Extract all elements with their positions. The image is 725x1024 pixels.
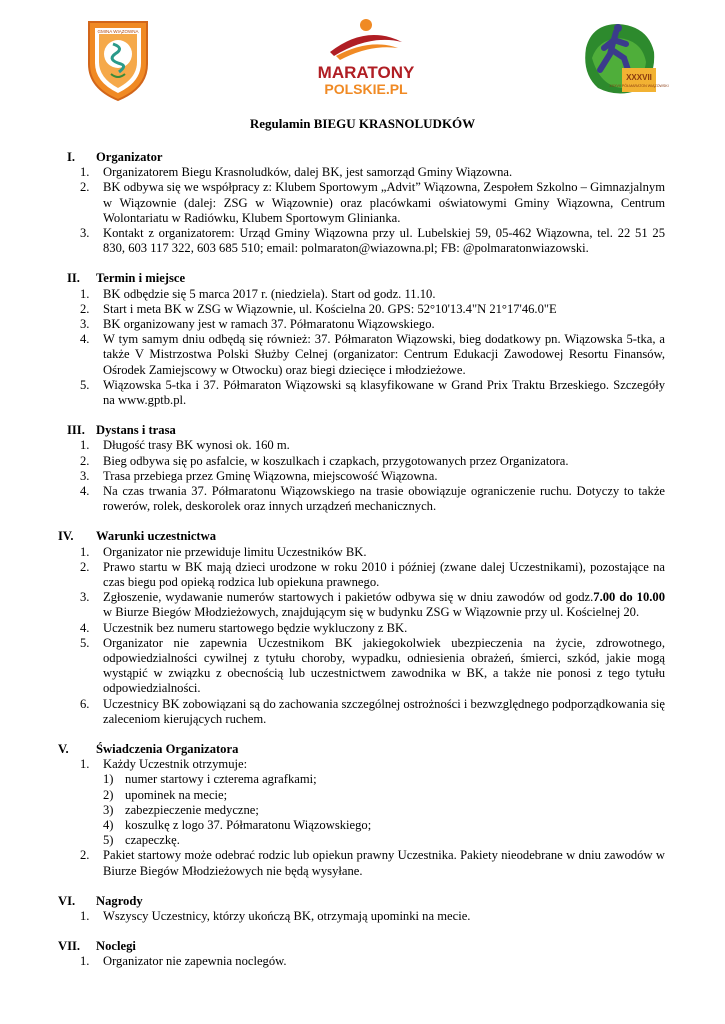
- list-item: [0, 954, 725, 969]
- list-item-number: 3.: [80, 317, 90, 331]
- list-item-number: 6.: [80, 696, 90, 711]
- section: [0, 529, 725, 727]
- section-title: Organizator: [96, 150, 163, 164]
- list-item-number: 1.: [80, 438, 90, 453]
- sub-list-item-text: koszulkę z logo 37. Półmaratonu Wiązowskiego;: [125, 818, 372, 833]
- list-item-number: 1.: [80, 954, 90, 969]
- list-item-number: 2.: [80, 180, 90, 195]
- gmina-wiazowna-crest-icon: [85, 18, 151, 102]
- section-heading: [0, 939, 725, 954]
- list-item: [0, 378, 725, 408]
- list-item: [0, 438, 725, 453]
- list-item-number: 1.: [80, 165, 90, 180]
- section: [0, 423, 725, 514]
- list-item: [0, 697, 725, 727]
- list-item: [0, 302, 725, 317]
- sub-list-item-text: zabezpieczenie medyczne;: [125, 802, 259, 817]
- sub-list-item: [0, 772, 725, 787]
- section-heading: [0, 742, 725, 757]
- section-number: VI.: [58, 893, 76, 908]
- section-title: Termin i miejsce: [96, 271, 186, 286]
- list-item: [0, 180, 725, 226]
- section-title: Dystans i trasa: [96, 423, 176, 438]
- section-title: Świadczenia Organizatora: [96, 742, 239, 757]
- list-item-number: 2.: [80, 559, 90, 574]
- section-number: III.: [67, 423, 85, 438]
- list-item-text: Każdy Uczestnik otrzymuje:: [103, 757, 248, 772]
- sub-list-item-number: 5): [103, 833, 114, 848]
- section-heading: [0, 529, 725, 544]
- section-title: Nagrody: [96, 893, 143, 908]
- sub-list-item: [0, 788, 725, 803]
- section-heading: [0, 271, 725, 286]
- section-number: IV.: [58, 529, 74, 544]
- runner-map-icon: [578, 18, 669, 100]
- center-logo-line2: POLSKIE.PL: [324, 81, 408, 97]
- list-item-text: Organizator nie zapewnia Uczestnikom BK jakiegokolwiek ubezpieczenia na życie, zdrowotnego, odpowiedzialności cywilnej z tytułu choroby, wypadku, odniesienia obrażeń, śmierci, szkód, jakie mogą wystąpić w związku z obecnością lub uczestnictwem zawodnika w BK, a także nie ponosi z tego tytułu odpowiedzialności.: [103, 635, 665, 696]
- list-item-number: 1.: [80, 544, 90, 559]
- list-item: [0, 484, 725, 514]
- list-item: [0, 165, 725, 180]
- list-item-number: 2.: [80, 848, 90, 863]
- document-title: Regulamin BIEGU KRASNOLUDKÓW: [249, 116, 476, 131]
- time-range: 7.00 do 10.00: [593, 590, 665, 605]
- list-item: [0, 621, 725, 636]
- list-item-number: 3.: [80, 468, 90, 483]
- list-item-number: 3.: [80, 590, 90, 605]
- list-item-number: 1.: [80, 286, 90, 301]
- sub-list-item: [0, 818, 725, 833]
- section: [0, 894, 725, 924]
- list-item-number: 4.: [80, 484, 90, 499]
- list-item: [0, 454, 725, 469]
- center-logo-line1: MARATONY: [317, 63, 415, 82]
- list-item-number: 4.: [80, 332, 90, 347]
- list-item: [0, 636, 725, 697]
- section-number: II.: [67, 271, 80, 286]
- right-logo-text: XXXVII PÓŁMARATON WIĄZOWSKI: [609, 84, 669, 88]
- sub-list-item-number: 3): [103, 802, 114, 817]
- list-item-text: Organizatorem Biegu Krasnoludków, dalej BK, jest samorząd Gminy Wiązowna.: [103, 165, 513, 180]
- list-item: [0, 909, 725, 924]
- section-heading: [0, 150, 725, 165]
- sub-list-item-number: 2): [103, 787, 114, 802]
- runner-swoosh-icon: [300, 16, 430, 96]
- list-item-number: 5.: [80, 377, 90, 392]
- section-number: VII.: [58, 939, 81, 954]
- list-item-text: Wiązowska 5-tka i 37. Półmaraton Wiązowski są klasyfikowane w Grand Prix Traktu Brzeskiego. Szczegóły na www.gptb.pl.: [103, 377, 665, 408]
- section-title: Noclegi: [96, 939, 136, 954]
- list-item-text: Organizator nie przewiduje limitu Uczestników BK.: [103, 544, 367, 559]
- list-item-text: Uczestnicy BK zobowiązani są do zachowania szczególnej ostrożności i bezwzględnego podporządkowania się zaleceniom kierujących ruchem.: [103, 696, 665, 726]
- list-item-text: Na czas trwania 37. Półmaratonu Wiązowskiego na trasie obowiązuje ograniczenie ruchu. Dotyczy to także rowerów, rolek, deskorolek oraz innych urządzeń mechanicznych.: [103, 484, 665, 514]
- section-heading: [0, 894, 725, 909]
- sub-list-item: [0, 833, 725, 848]
- list-item: [0, 469, 725, 484]
- section: [0, 150, 725, 256]
- sub-list-item-number: 1): [103, 772, 114, 787]
- section-title: Warunki uczestnictwa: [96, 529, 216, 544]
- list-item: 3. Zgłoszenie, wydawanie numerów startowych i pakietów odbywa się w dniu zawodów od godz.7.00 do 10.00 w Biurze Biegów Młodzieżowych, znajdującym się w budynku ZSG w Wiązownie przy ul. Kościelnej 20.: [80, 590, 665, 620]
- list-item-number: 5.: [80, 635, 90, 650]
- list-item-text: BK odbywa się we współpracy z: Klubem Sportowym „Advit” Wiązowna, Zespołem Szkolno – Gimnazjalnym w Wiązownie (dalej: ZSG w Wiązownie) oraz placówkami oświatowymi Gminy Wiązowna, Centrum Wolontariatu w Radiówku, Klubem Sportowym Glinianka.: [103, 180, 665, 225]
- section-heading: [0, 423, 725, 438]
- list-item: [0, 226, 725, 256]
- list-item: [0, 757, 725, 772]
- section-number: I.: [67, 150, 76, 164]
- list-item-number: 2.: [80, 301, 90, 316]
- list-item: [0, 848, 725, 878]
- list-item-text: Uczestnik bez numeru startowego będzie wykluczony z BK.: [103, 620, 408, 635]
- list-item-text: Bieg odbywa się po asfalcie, w koszulkach i czapkach, przygotowanych przez Organizatora.: [103, 453, 569, 468]
- section: [0, 742, 725, 879]
- sub-list-item: [0, 803, 725, 818]
- list-item-text: BK odbędzie się 5 marca 2017 r. (niedziela). Start od godz. 11.10.: [103, 286, 436, 301]
- section-number: V.: [58, 742, 69, 757]
- list-item-number: 2.: [80, 453, 90, 468]
- list-item-number: 1.: [80, 909, 90, 924]
- list-item: [0, 560, 725, 590]
- list-item-text: Trasa przebiega przez Gminę Wiązowna, miejscowość Wiązowna.: [103, 468, 438, 483]
- list-item-number: 1.: [80, 757, 90, 772]
- svg-text:XXXVII: XXXVII: [626, 73, 652, 82]
- list-item-text: Długość trasy BK wynosi ok. 160 m.: [103, 438, 290, 453]
- section: [0, 939, 725, 969]
- list-item-text: Kontakt z organizatorem: Urząd Gminy Wiązowna przy ul. Lubelskiej 59, 05-462 Wiązowna, tel. 22 51 25 830, 603 117 322, 603 685 510; email: polmaraton@wiazowna.pl; FB: @polmaratonwiazowski.: [103, 226, 665, 256]
- list-item-text: Pakiet startowy może odebrać rodzic lub opiekun prawny Uczestnika. Pakiety nieodebrane w dniu zawodów w Biurze Biegów Młodzieżowych nie będą wysyłane.: [103, 848, 665, 878]
- sub-list-item-text: upominek na mecie;: [125, 787, 228, 802]
- crest-text: GMINA WIĄZOWNA: [97, 29, 139, 34]
- sub-list-item-text: numer startowy i czterema agrafkami;: [125, 772, 317, 787]
- list-item-text: W tym samym dniu odbędą się również: 37. Półmaraton Wiązowski, bieg dodatkowy pn. Wiązowska 5-tka, a także V Mistrzostwa Polski Służby Celnej (organizator: Centrum Edukacji Zawodowej Resortu Finansów, Ośrodek Zamiejscowy w Otwocku) oraz biegi dziecięce i młodzieżowe.: [103, 332, 665, 377]
- list-item: [0, 545, 725, 560]
- sub-list-item-number: 4): [103, 818, 114, 833]
- list-item: [0, 332, 725, 378]
- list-item-text: Start i meta BK w ZSG w Wiązownie, ul. Kościelna 20. GPS: 52°10'13.4"N 21°17'46.0"E: [103, 301, 557, 316]
- list-item-text: Wszyscy Uczestnicy, którzy ukończą BK, otrzymają upominki na mecie.: [103, 909, 471, 924]
- list-item: [0, 287, 725, 302]
- list-item-number: 3.: [80, 226, 90, 240]
- list-item-text: BK organizowany jest w ramach 37. Półmaratonu Wiązowskiego.: [103, 317, 435, 331]
- list-item-number: 4.: [80, 620, 90, 635]
- section: [0, 271, 725, 408]
- list-item-text: Prawo startu w BK mają dzieci urodzone w roku 2010 i później (zwane dalej Uczestnikami), pozostające na czas biegu pod opieką rodzica lub opiekuna prawnego.: [103, 559, 665, 590]
- sub-list-item-text: czapeczkę.: [125, 833, 180, 848]
- list-item-text: Organizator nie zapewnia noclegów.: [103, 954, 287, 969]
- list-item: [0, 317, 725, 332]
- document-body: [0, 150, 725, 985]
